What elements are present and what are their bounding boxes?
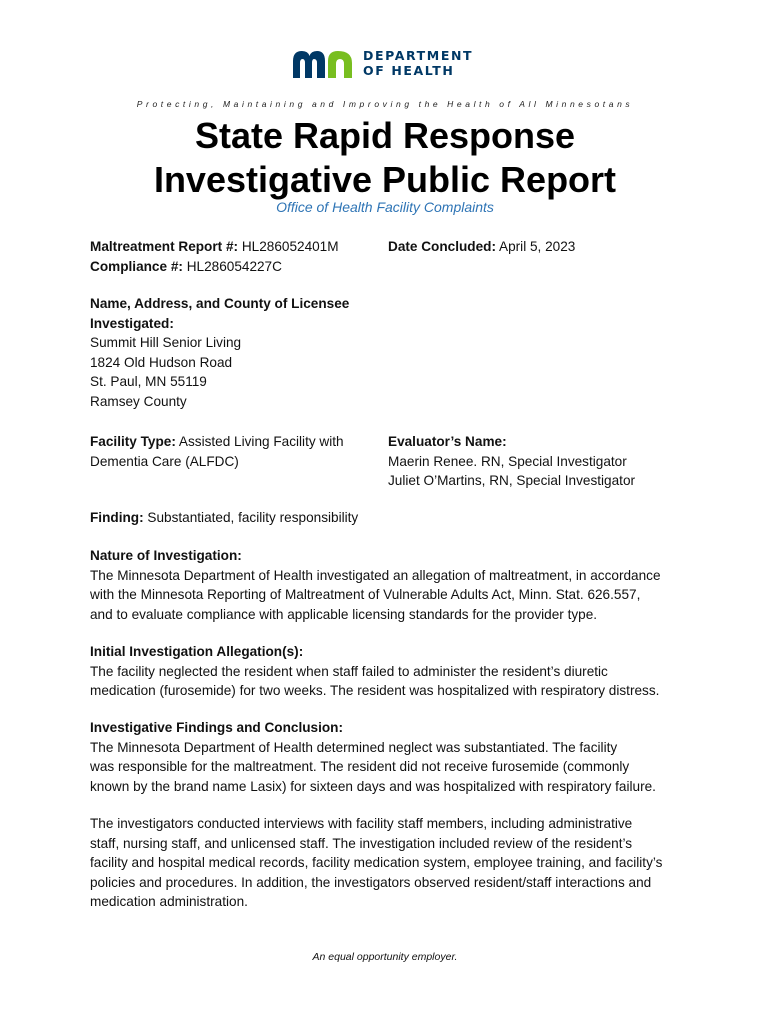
compliance-label: Compliance #:	[90, 258, 183, 274]
evaluator-name: Juliet O’Martins, RN, Special Investigator	[388, 473, 636, 488]
page-subtitle: Office of Health Facility Complaints	[276, 199, 494, 215]
licensee-heading-2: Investigated:	[90, 315, 174, 331]
evaluator-name: Maerin Renee. RN, Special Investigator	[388, 453, 627, 469]
report-numbers	[90, 237, 339, 276]
paragraph-line: with the Minnesota Reporting of Maltreatment of Vulnerable Adults Act, Minn. Stat. 626.557,	[90, 587, 641, 602]
findings-section	[90, 718, 656, 796]
allegation-section	[90, 642, 659, 701]
paragraph-line: was responsible for the maltreatment. The resident did not receive furosemide (commonly	[90, 759, 630, 774]
licensee-heading-1: Name, Address, and County of Licensee	[90, 296, 350, 311]
finding-label: Finding:	[90, 510, 144, 525]
paragraph-line: The Minnesota Department of Health investigated an allegation of maltreatment, in accordance	[90, 567, 661, 583]
paragraph-line: and to evaluate compliance with applicable licensing standards for the provider type.	[90, 606, 598, 622]
maltreatment-report-value: HL286052401M	[241, 239, 339, 254]
page-title	[0, 114, 770, 202]
licensee-name: Summit Hill Senior Living	[90, 335, 242, 350]
paragraph-line: medication (furosemide) for two weeks. The resident was hospitalized with respiratory distress.	[90, 683, 660, 698]
paragraph-line: medication administration.	[90, 894, 248, 909]
finding-value: Substantiated, facility responsibility	[147, 510, 359, 525]
licensee-section	[90, 294, 349, 411]
paragraph-line: staff, nursing staff, and unlicensed staff. The investigation included review of the resident’s	[90, 835, 633, 851]
evaluator-label: Evaluator’s Name:	[388, 434, 507, 449]
title-line-2: Investigative Public Report	[153, 159, 617, 200]
licensee-county: Ramsey County	[90, 393, 187, 409]
facility-type	[90, 432, 344, 471]
licensee-city: St. Paul, MN 55119	[90, 374, 207, 389]
title-line-1: State Rapid Response	[194, 115, 576, 156]
date-concluded-label: Date Concluded:	[388, 239, 496, 254]
tagline: Protecting, Maintaining and Improving the Health of All Minnesotans	[136, 99, 634, 109]
nature-section	[90, 546, 661, 624]
date-concluded-value: April 5, 2023	[499, 239, 576, 254]
allegation-heading: Initial Investigation Allegation(s):	[90, 644, 304, 659]
facility-type-line-1	[90, 432, 344, 452]
maltreatment-report-label: Maltreatment Report #:	[90, 239, 239, 254]
logo-line-1: DEPARTMENT	[363, 48, 474, 63]
findings-heading: Investigative Findings and Conclusion:	[90, 720, 344, 735]
compliance-row	[90, 257, 339, 277]
logo-line-2: OF HEALTH	[363, 63, 455, 78]
paragraph-line: policies and procedures. In addition, the investigators observed resident/staff interactions and	[90, 874, 652, 890]
paragraph-line: facility and hospital medical records, facility medication system, employee training, and facility’s	[90, 855, 663, 870]
compliance-value: HL286054227C	[186, 258, 282, 274]
nature-heading: Nature of Investigation:	[90, 548, 242, 563]
facility-type-value-2: Dementia Care (ALFDC)	[90, 453, 239, 469]
paragraph-line: The investigators conducted interviews with facility staff members, including administrative	[90, 816, 633, 831]
date-concluded	[388, 237, 575, 257]
footer-text: An equal opportunity employer.	[312, 951, 458, 963]
logo-wordmark	[363, 48, 473, 78]
licensee-street: 1824 Old Hudson Road	[90, 354, 233, 370]
mdh-logo	[291, 46, 481, 80]
maltreatment-report-row	[90, 237, 339, 257]
finding	[90, 508, 358, 528]
evaluators	[388, 432, 635, 491]
paragraph-line: The Minnesota Department of Health determined neglect was substantiated. The facility	[90, 739, 618, 755]
facility-type-label: Facility Type:	[90, 434, 176, 449]
mn-logo-icon	[291, 48, 355, 78]
paragraph-line: The facility neglected the resident when staff failed to administer the resident’s diuretic	[90, 663, 608, 679]
investigation-paragraph	[90, 814, 662, 912]
facility-type-value-1: Assisted Living Facility with	[178, 434, 344, 449]
paragraph-line: known by the brand name Lasix) for sixteen days and was hospitalized with respiratory failure.	[90, 778, 656, 794]
